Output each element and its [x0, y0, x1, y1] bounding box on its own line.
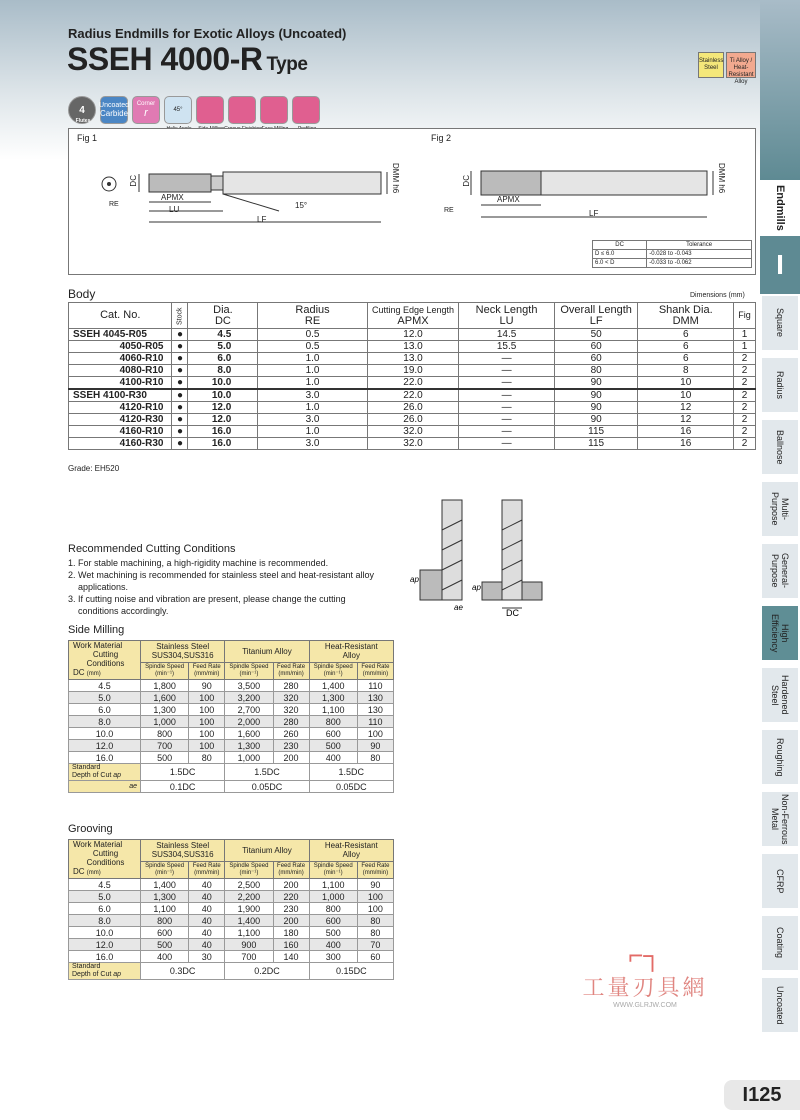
svg-text:ap: ap	[472, 583, 481, 592]
table-row: 4160-R10 ● 16.0 1.0 32.0 — 115 16 2	[69, 426, 756, 438]
body-table: Cat. No. Stock Dia. DC Radius RE Cutting Edge Length APMX Neck Length LU Overall Length LF Shank Dia. DMM Fig SSEH 4045-R05 ● 4.5 0.5 12.0 14.5 50 6 1 4050-R05 ● 5.0 0.5 13.0 15.5 60 6 1 4060-R10 ● 6.0 1.0 13.0 — 60 6 2 4080-R10 ● 8.0 1.0 19.0 — 80 8 2 4100-R10 ● 10.0 1.0 22.0 — 90 10 2 SSEH 4100-R30 ● 10.0 3.0 22.0 — 90 10 2 4120-R10 ● 12.0 1.0 26.0 — 90 12 2 4120-R30 ● 12.0 3.0 26.0 — 90 12 2 4160-R10 ● 16.0 1.0 32.0 — 115 16 2 4160-R30 ● 16.0 3.0 32.0 — 115 16 2	[68, 302, 756, 450]
sidebar-tab-multi-purpose[interactable]: Multi-Purpose	[762, 482, 798, 538]
cutting-diagram	[410, 490, 580, 620]
table-row: 10.0 600 40 1,100 180 500 80	[69, 927, 394, 939]
svg-text:DC: DC	[506, 608, 519, 618]
fig1-label: Fig 1	[77, 133, 98, 143]
figure-box: Fig 1 Fig 2 DC APMX LU LF RE 15° DMM h6 DC APMX LF RE DMM h6	[68, 128, 756, 275]
grade-note: Grade: EH520	[68, 464, 120, 473]
groove-finishing-icon	[228, 96, 256, 124]
profiling-icon	[292, 96, 320, 124]
svg-text:ap: ap	[410, 575, 419, 584]
dimensions-note: Dimensions (mm)	[690, 292, 745, 299]
side-milling-icon	[196, 96, 224, 124]
corner-radius-icon: Corner r	[132, 96, 160, 124]
tolerance-table: DC Tolerance D ≤ 6.0 -0.028 to -0.043 6.0 < D -0.033 to -0.062	[592, 240, 752, 268]
table-row: 4080-R10 ● 8.0 1.0 19.0 — 80 8 2	[69, 365, 756, 377]
page-title: SSEH 4000-R Type	[67, 41, 308, 77]
table-row: 4060-R10 ● 6.0 1.0 13.0 — 60 6 2	[69, 353, 756, 365]
table-row: 5.0 1,300 40 2,200 220 1,000 100	[69, 891, 394, 903]
material-badge-heat-resistant: Ti Alloy / Heat-Resistant Alloy	[726, 52, 756, 78]
table-row: 4.5 1,400 40 2,500 200 1,100 90	[69, 879, 394, 891]
recommend-notes: 1. For stable machining, a high-rigidity machine is recommended. 2. Wet machining is recommended for stainless steel and heat-resistant alloy applications. 3. If cutting noise and vibration are present, please change the cutting conditions accordingly.	[68, 558, 374, 616]
sidebar-tab-roughing[interactable]: Roughing	[762, 730, 798, 786]
flutes-icon: 4 Flutes	[68, 96, 96, 124]
table-row: 6.0 1,100 40 1,900 230 800 100	[69, 903, 394, 915]
table-row: 8.0 1,000 100 2,000 280 800 110	[69, 716, 394, 728]
carbide-icon: Uncoated Carbide	[100, 96, 128, 124]
grooving-table: Work Material Cutting Conditions DC (mm) Stainless Steel SUS304,SUS316 Titanium Alloy Heat-Resistant Alloy Spindle Speed (min⁻¹) Feed Rate (mm/min) Spindle Speed (min⁻¹) Feed Rate (mm/min) Spindle Speed (min⁻¹) Feed Rate (mm/min) 4.5 1,400 40 2,500 200 1,100 90 5.0 1,300 40 2,200 220 1,000 100 6.0 1,100 40 1,900 230 800 100 8.0 800 40 1,400 200 600 80 10.0 600 40 1,100 180 500 80 12.0 500 40 900 160 400 70 16.0 400 30 700 140 300 60 Standard Depth of Cut ap 0.3DC 0.2DC 0.15DC	[68, 839, 394, 980]
sidebar-tab-hardened-steel[interactable]: Hardened Steel	[762, 668, 798, 724]
watermark: ⌐┐ 工量刃具網 WWW.GLRJW.COM	[540, 940, 750, 1009]
table-row: 16.0 500 80 1,000 200 400 80	[69, 752, 394, 764]
sidebar-tab-ballnose[interactable]: Ballnose	[762, 420, 798, 476]
table-row: SSEH 4100-R30 ● 10.0 3.0 22.0 — 90 10 2	[69, 389, 756, 402]
feature-icons	[68, 88, 320, 124]
sidebar-tab-uncoated[interactable]: Uncoated	[762, 978, 798, 1034]
table-row: SSEH 4045-R05 ● 4.5 0.5 12.0 14.5 50 6 1	[69, 329, 756, 341]
table-row: 12.0 700 100 1,300 230 500 90	[69, 740, 394, 752]
table-row: 4.5 1,800 90 3,500 280 1,400 110	[69, 680, 394, 692]
sidebar-tab-coating[interactable]: Coating	[762, 916, 798, 972]
table-row: 4120-R30 ● 12.0 3.0 26.0 — 90 12 2	[69, 414, 756, 426]
fig2-label: Fig 2	[431, 133, 452, 143]
sidebar-tab-radius[interactable]: Radius	[762, 358, 798, 414]
table-row: 4100-R10 ● 10.0 1.0 22.0 — 90 10 2	[69, 377, 756, 390]
sidebar-tab-high-efficiency[interactable]: High Efficiency	[762, 606, 798, 662]
sidebar-tab-square[interactable]: Square	[762, 296, 798, 352]
table-row: 8.0 800 40 1,400 200 600 80	[69, 915, 394, 927]
face-milling-icon	[260, 96, 288, 124]
helix-angle-icon: 45°	[164, 96, 192, 124]
table-row: 6.0 1,300 100 2,700 320 1,100 130	[69, 704, 394, 716]
table-row: 10.0 800 100 1,600 260 600 100	[69, 728, 394, 740]
sidebar-section-letter: I	[760, 236, 800, 294]
table-row: 12.0 500 40 900 160 400 70	[69, 939, 394, 951]
body-section-title: Body	[68, 287, 96, 301]
grooving-title: Grooving	[68, 823, 113, 835]
table-row: 4120-R10 ● 12.0 1.0 26.0 — 90 12 2	[69, 402, 756, 414]
table-row: 4050-R05 ● 5.0 0.5 13.0 15.5 60 6 1	[69, 341, 756, 353]
page-subtitle: Radius Endmills for Exotic Alloys (Uncoated)	[68, 26, 347, 41]
table-row: 5.0 1,600 100 3,200 320 1,300 130	[69, 692, 394, 704]
recommend-title: Recommended Cutting Conditions	[68, 543, 236, 555]
table-row: 4160-R30 ● 16.0 3.0 32.0 — 115 16 2	[69, 438, 756, 450]
sidebar-top	[760, 0, 800, 180]
sidebar-section-label: Endmills	[760, 182, 800, 234]
table-row: 16.0 400 30 700 140 300 60	[69, 951, 394, 963]
watermark-logo-icon: ⌐┐	[628, 940, 662, 970]
material-badge-stainless: Stainless Steel	[698, 52, 724, 78]
side-milling-table: Work Material Cutting Conditions DC (mm) Stainless Steel SUS304,SUS316 Titanium Alloy Heat-Resistant Alloy Spindle Speed (min⁻¹) Feed Rate (mm/min) Spindle Speed (min⁻¹) Feed Rate (mm/min) Spindle Speed (min⁻¹) Feed Rate (mm/min) 4.5 1,800 90 3,500 280 1,400 110 5.0 1,600 100 3,200 320 1,300 130 6.0 1,300 100 2,700 320 1,100 130 8.0 1,000 100 2,000 280 800 110 10.0 800 100 1,600 260 600 100 12.0 700 100 1,300 230 500 90 16.0 500 80 1,000 200 400 80 Standard Depth of Cut ap 1.5DC 1.5DC 1.5DC ae 0.1DC 0.05DC 0.05DC	[68, 640, 394, 793]
page-number: I125	[724, 1080, 800, 1110]
side-milling-title: Side Milling	[68, 624, 125, 636]
svg-text:ae: ae	[454, 603, 463, 612]
sidebar-tab-non-ferrous-metal[interactable]: Non-Ferrous Metal	[762, 792, 798, 848]
sidebar-tab-general-purpose[interactable]: General-Purpose	[762, 544, 798, 600]
sidebar-tab-cfrp[interactable]: CFRP	[762, 854, 798, 910]
